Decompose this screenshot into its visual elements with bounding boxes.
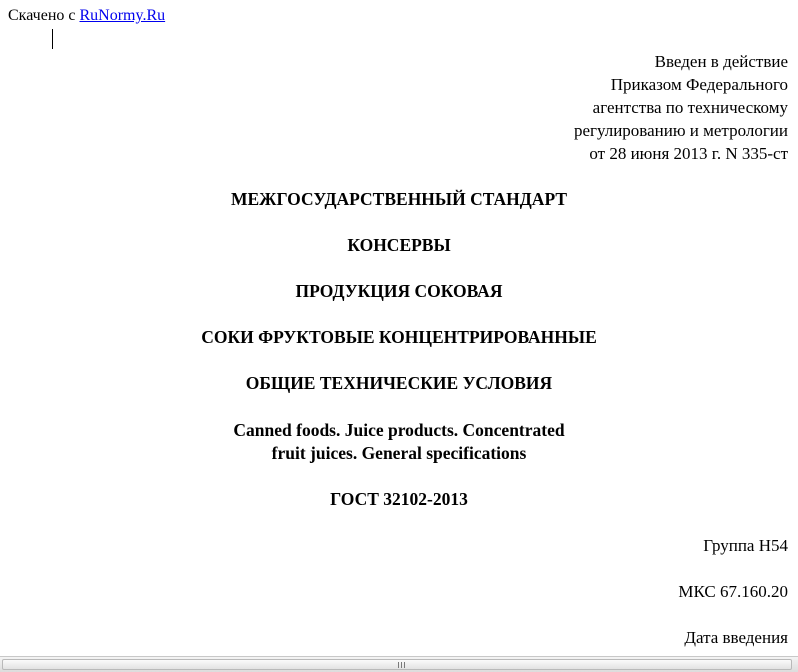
- enactment-block: [574, 50, 788, 165]
- enactment-line: от 28 июня 2013 г. N 335-ст: [589, 144, 788, 163]
- english-title: [0, 419, 798, 465]
- enactment-line: регулированию и метрологии: [573, 121, 788, 140]
- title-heading-2: ПРОДУКЦИЯ СОКОВАЯ: [295, 281, 503, 301]
- horizontal-scrollbar[interactable]: [0, 656, 798, 672]
- grip-lines-icon: [398, 662, 407, 668]
- group-code: Группа Н54: [703, 536, 788, 555]
- enactment-line: Приказом Федерального: [610, 75, 788, 94]
- gost-number: ГОСТ 32102-2013: [330, 489, 468, 509]
- runormy-link[interactable]: RuNormy.Ru: [79, 7, 166, 24]
- enactment-line: Введен в действие: [654, 52, 788, 71]
- source-prefix: Скачено с: [8, 7, 76, 24]
- scrollbar-thumb[interactable]: [2, 659, 792, 670]
- standard-type-heading: МЕЖГОСУДАРСТВЕННЫЙ СТАНДАРТ: [230, 189, 568, 209]
- mks-code: МКС 67.160.20: [678, 582, 788, 601]
- text-cursor: [52, 29, 53, 49]
- enactment-line: агентства по техническому: [592, 98, 788, 117]
- title-heading-1: КОНСЕРВЫ: [347, 235, 451, 255]
- title-heading-3: СОКИ ФРУКТОВЫЕ КОНЦЕНТРИРОВАННЫЕ: [201, 327, 597, 347]
- title-heading-4: ОБЩИЕ ТЕХНИЧЕСКИЕ УСЛОВИЯ: [245, 373, 553, 393]
- source-line: [8, 6, 165, 26]
- english-title-line-2: fruit juices. General specifications: [271, 443, 527, 463]
- english-title-line-1: Canned foods. Juice products. Concentrated: [233, 420, 565, 440]
- intro-date-label: Дата введения: [684, 628, 788, 647]
